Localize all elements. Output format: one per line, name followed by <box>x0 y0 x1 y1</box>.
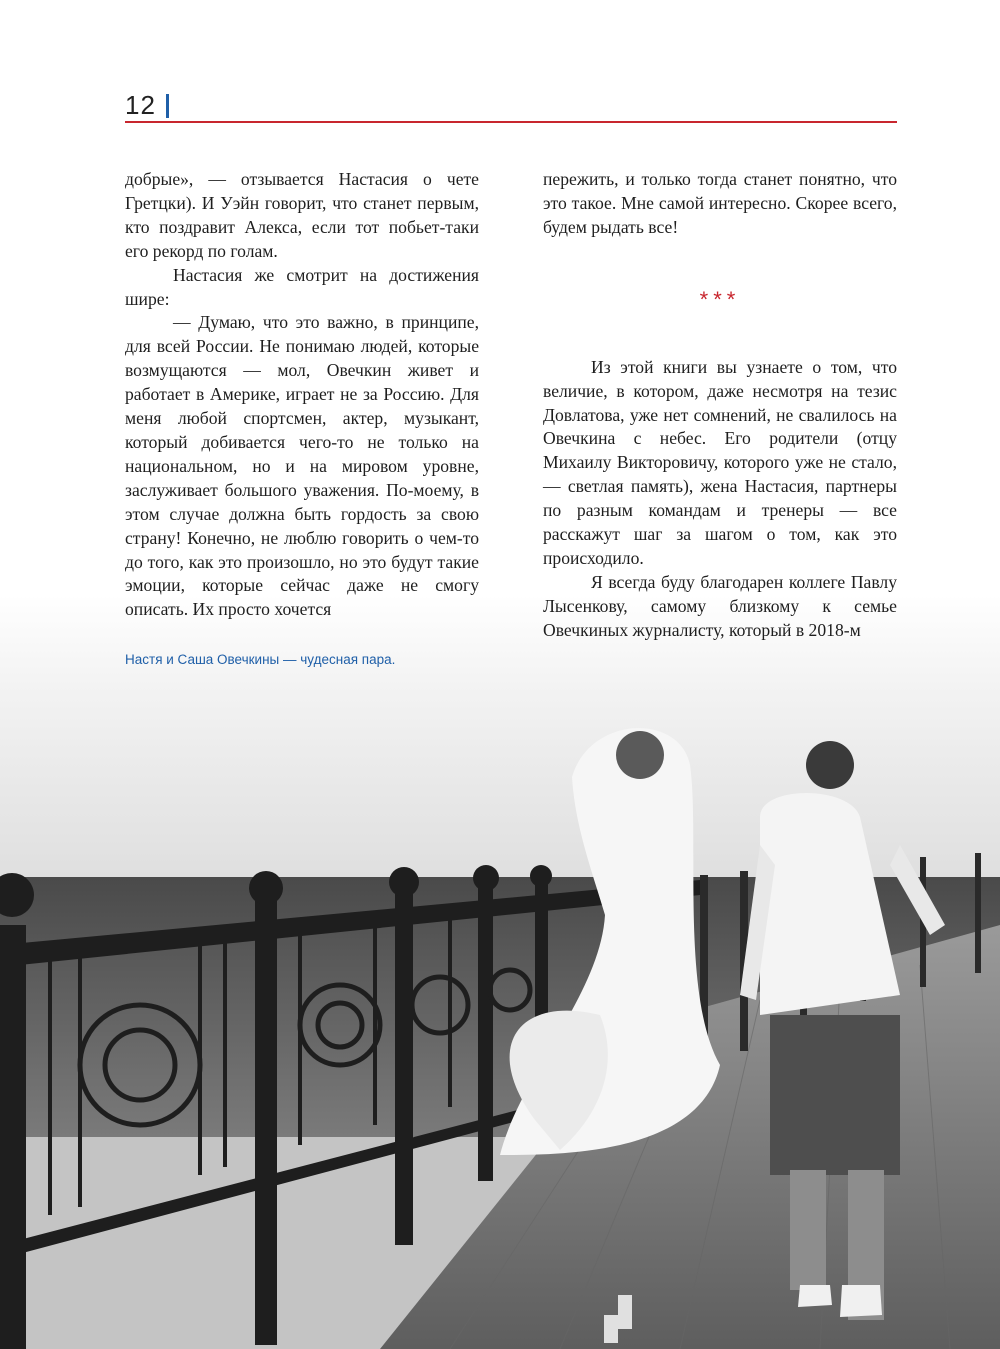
section-break-asterisks: *** <box>699 286 741 312</box>
left-text-column <box>125 168 479 622</box>
photo-caption: Настя и Саша Овечкины — чудесная пара. <box>125 652 396 667</box>
paragraph: Из этой книги вы узнаете о том, что величие, в котором, даже несмотря на тезис Довлатова, уже нет сомнений, не свалилось на Овечкина с небес. Его родители (отцу Михаилу Викторовичу, которого уже не стало, — светлая память), жена Настасия, партнеры по разным командам и тренеры — все расскажут шаг за шагом о том, как это происходило. <box>543 356 897 568</box>
header-accent-bar <box>166 94 169 118</box>
right-text-column <box>543 168 897 643</box>
paragraph: — Думаю, что это важно, в принципе, для всей России. Не понимаю людей, которые возмущаются — мол, Овечкин живет и работает в Америке, играет не за Россию. Для меня любой спортсмен, актер, музыкант, который добивается чего-то не только на национальном, но и на мировом уровне, заслуживает большого уважения. По-моему, в этом случае должна быть гордость за свою страну! Конечно, не люблю говорить о чем-то до того, как это произошло, но это будут такие эмоции, которые сейчас даже не смогу описать. Их просто хочется <box>125 312 479 620</box>
paragraph: Я всегда буду благодарен коллеге Павлу Лысенкову, самому близкому к семье Овечкиных журналисту, который в 2018-м <box>543 571 897 640</box>
paragraph: добрые», — отзывается Настасия о чете Гретцки). И Уэйн говорит, что станет первым, кто поздравит Алекса, если тот побьет-таки его рекорд по голам. <box>125 169 479 261</box>
page-number: 12 <box>125 90 156 120</box>
header-rule <box>125 121 897 123</box>
paragraph: пережить, и только тогда станет понятно, что это такое. Мне самой интересно. Скорее всего, будем рыдать все! <box>543 169 897 237</box>
couple-photo <box>0 595 1000 1349</box>
page-header <box>125 90 897 126</box>
paragraph: Настасия же смотрит на достижения шире: <box>125 264 479 309</box>
